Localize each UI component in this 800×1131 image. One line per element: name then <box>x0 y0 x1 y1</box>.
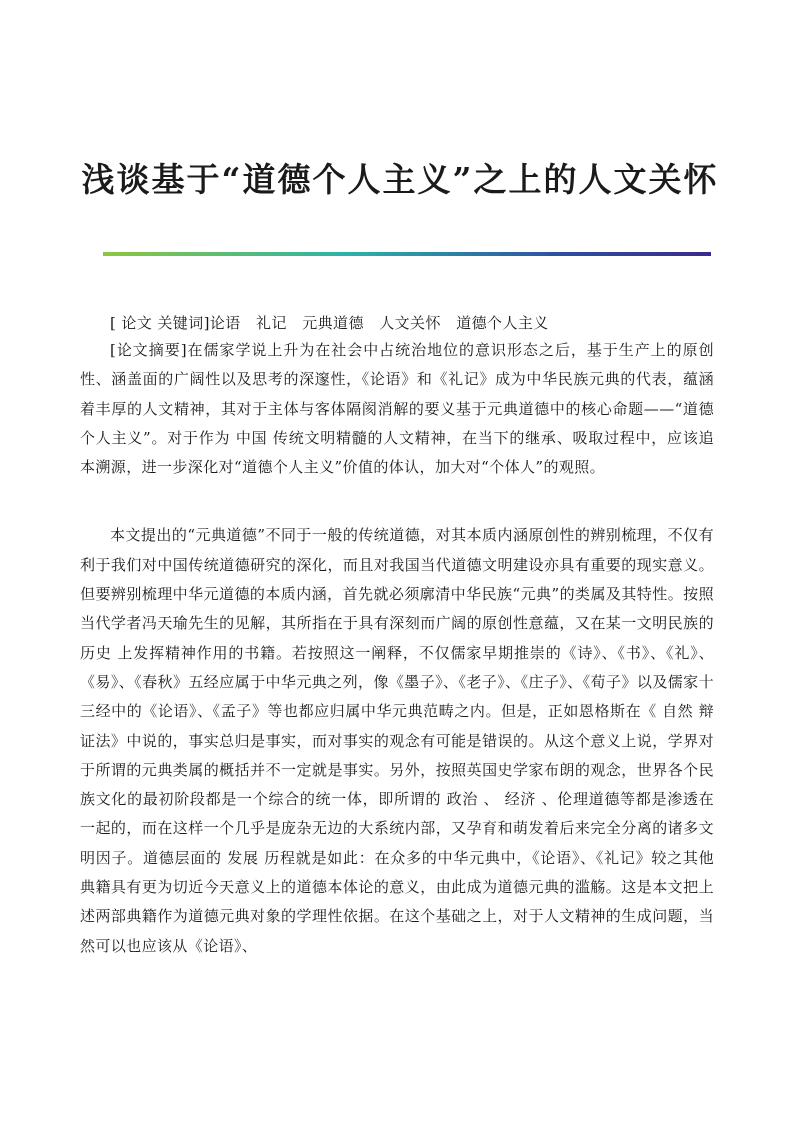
body-paragraph: 本文提出的“元典道德”不同于一般的传统道德，对其本质内涵原创性的辨别梳理，不仅有利于我们对中国传统道德研究的深化，而且对我国当代道德文明建设亦具有重要的现实意义。但要辨别梳理中华元道德的本质内涵，首先就必须廓清中华民族“元典”的类属及其特性。按照当代学者冯天瑜先生的见解，其所指在于具有深刻而广阔的原创性意蕴，又在某一文明民族的 历史 上发挥精神作用的书籍。若按照这一阐释，不仅儒家早期推崇的《诗》、《书》、《礼》、《易》、《春秋》五经应属于中华元典之列，像《墨子》、《老子》、《庄子》、《荀子》以及儒家十三经中的《论语》、《孟子》等也都应归属中华元典范畴之内。但是，正如恩格斯在《 自然 辩证法》中说的，事实总归是事实，而对事实的观念有可能是错误的。从这个意义上说，学界对于所谓的元典类属的概括并不一定就是事实。另外，按照英国史学家布朗的观念，世界各个民族文化的最初阶段都是一个综合的统一体，即所谓的 政治 、 经济 、伦理道德等都是渗透在一起的，而在这样一个几乎是庞杂无边的大系统内部，又孕育和萌发着后来完全分离的诸多文明因子。道德层面的 发展 历程就是如此：在众多的中华元典中，《论语》、《礼记》较之其他典籍具有更为切近今天意义上的道德本体论的意义，由此成为道德元典的滥觞。这是本文把上述两部典籍作为道德元典对象的学理性依据。在这个基础之上，对于人文精神的生成问题，当然可以也应该从《论语》、 <box>80 526 714 955</box>
paragraph-gap <box>80 482 714 521</box>
document-body <box>80 310 714 961</box>
title-divider <box>103 252 711 256</box>
abstract-paragraph: [论文摘要]在儒家学说上升为在社会中占统治地位的意识形态之后，基于生产上的原创性、涵盖面的广阔性以及思考的深邃性，《论语》和《礼记》成为中华民族元典的代表，蕴涵着丰厚的人文精神，其对于主体与客体隔阂消解的要义基于元典道德中的核心命题——“道德个人主义”。对于作为 中国 传统文明精髓的人文精神，在当下的继承、吸取过程中，应该追本溯源，进一步深化对“道德个人主义”价值的体认，加大对“个体人”的观照。 <box>80 341 714 477</box>
document-title: 浅谈基于“道德个人主义”之上的人文关怀 <box>81 160 719 199</box>
keywords-line: [ 论文 关键词]论语 礼记 元典道德 人文关怀 道德个人主义 <box>110 314 549 332</box>
